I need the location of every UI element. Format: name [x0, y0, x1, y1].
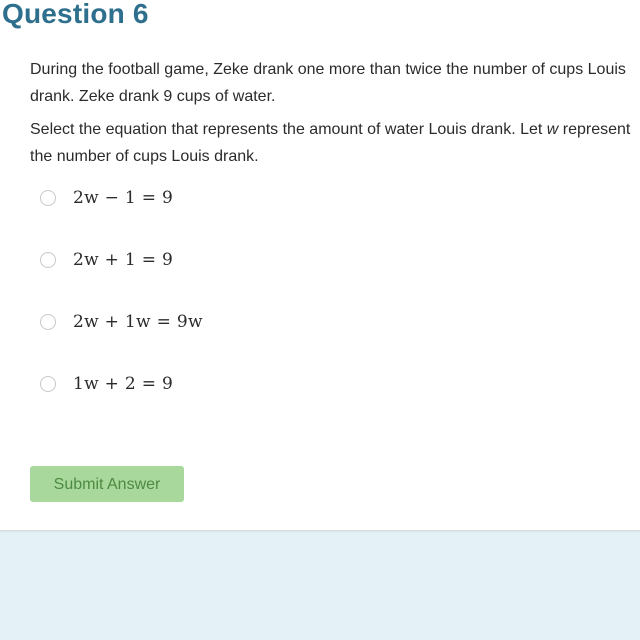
question-prompt-text: During the football game, Zeke drank one more than twice the number of cups Louis drank. Zeke drank 9 cups of water. — [30, 61, 626, 105]
answer-choice-1[interactable] — [40, 186, 173, 210]
answer-choice-4[interactable] — [40, 372, 173, 396]
instruction-variable: w — [546, 121, 559, 138]
instruction-text-after: represent the number of cups Louis drank. — [30, 121, 631, 165]
question-instruction — [30, 116, 634, 170]
answer-choice-label: 2w + 1w = 9w — [73, 312, 203, 332]
answer-choice-label: 2w + 1 = 9 — [73, 250, 174, 270]
radio-button-icon[interactable] — [40, 252, 56, 268]
answer-choice-label: 2w − 1 = 9 — [73, 188, 174, 208]
answer-choice-label: 1w + 2 = 9 — [73, 374, 174, 394]
radio-button-icon[interactable] — [40, 314, 56, 330]
answer-choice-3[interactable] — [40, 310, 203, 334]
submit-answer-button[interactable]: Submit Answer — [30, 466, 184, 502]
answer-choice-2[interactable] — [40, 248, 173, 272]
question-title: Question 6 — [2, 0, 149, 29]
radio-button-icon[interactable] — [40, 376, 56, 392]
radio-button-icon[interactable] — [40, 190, 56, 206]
instruction-text-before: Select the equation that represents the amount of water Louis drank. Let — [30, 121, 547, 138]
